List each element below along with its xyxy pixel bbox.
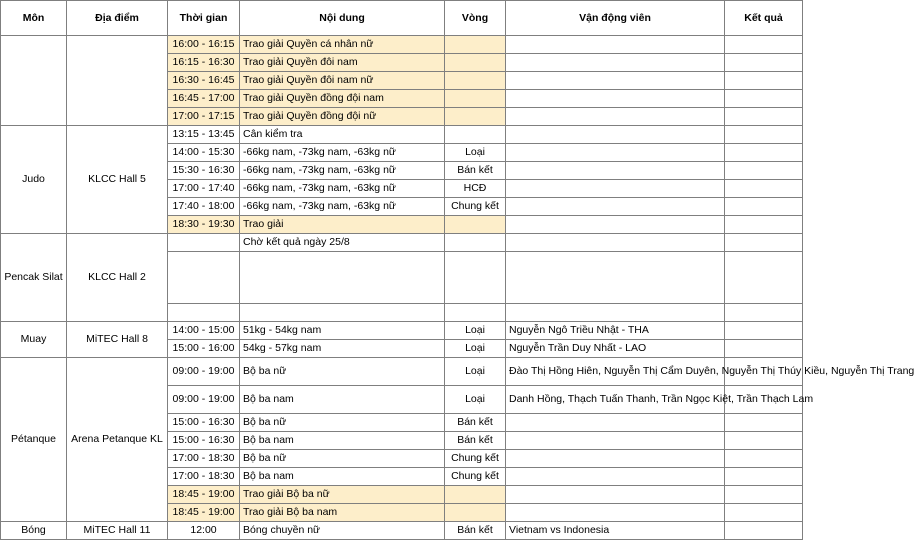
time-cell: 12:00 <box>168 522 240 540</box>
content-cell <box>240 252 445 304</box>
result-cell <box>725 504 803 522</box>
table-row <box>1 36 803 54</box>
time-cell: 18:30 - 19:30 <box>168 216 240 234</box>
round-cell <box>445 126 506 144</box>
athletes-cell: Nguyễn Ngô Triều Nhật - THA <box>506 322 725 340</box>
time-cell <box>168 252 240 304</box>
venue-cell: Arena Petanque KL <box>67 358 168 522</box>
round-cell: Bán kết <box>445 162 506 180</box>
content-cell: 54kg - 57kg nam <box>240 340 445 358</box>
result-cell <box>725 126 803 144</box>
header-ket-qua: Kết quả <box>725 1 803 36</box>
content-cell: Bộ ba nữ <box>240 358 445 386</box>
time-cell: 16:45 - 17:00 <box>168 90 240 108</box>
round-cell: Bán kết <box>445 432 506 450</box>
athletes-cell <box>506 126 725 144</box>
round-cell <box>445 234 506 252</box>
time-cell: 16:30 - 16:45 <box>168 72 240 90</box>
athletes-cell <box>506 72 725 90</box>
result-cell <box>725 252 803 304</box>
content-cell: -66kg nam, -73kg nam, -63kg nữ <box>240 198 445 216</box>
header-noi-dung: Nội dung <box>240 1 445 36</box>
time-cell: 14:00 - 15:00 <box>168 322 240 340</box>
round-cell: Chung kết <box>445 468 506 486</box>
athletes-cell <box>506 468 725 486</box>
result-cell <box>725 486 803 504</box>
table-row <box>1 522 803 540</box>
sport-cell: Judo <box>1 126 67 234</box>
schedule-body <box>1 36 914 540</box>
time-cell: 15:00 - 16:30 <box>168 432 240 450</box>
athletes-cell <box>506 234 725 252</box>
result-cell <box>725 340 803 358</box>
result-cell <box>725 450 803 468</box>
result-cell <box>725 180 803 198</box>
time-cell: 09:00 - 19:00 <box>168 358 240 386</box>
round-cell <box>445 504 506 522</box>
round-cell <box>445 304 506 322</box>
time-cell: 17:00 - 18:30 <box>168 468 240 486</box>
result-cell <box>725 36 803 54</box>
content-cell: Bộ ba nữ <box>240 414 445 432</box>
result-cell <box>725 414 803 432</box>
round-cell <box>445 54 506 72</box>
round-cell <box>445 108 506 126</box>
round-cell <box>445 216 506 234</box>
round-cell: Loại <box>445 340 506 358</box>
time-cell: 17:00 - 18:30 <box>168 450 240 468</box>
result-cell <box>725 522 803 540</box>
athletes-cell: Đào Thị Hồng Hiên, Nguyễn Thị Cẩm Duyên, Nguyễn Thị Thúy Kiều, Nguyễn Thị Trang <box>506 358 725 386</box>
venue-cell: KLCC Hall 2 <box>67 234 168 322</box>
athletes-cell <box>506 486 725 504</box>
athletes-cell: Danh Hồng, Thạch Tuấn Thanh, Trần Ngọc Kiệt, Trần Thạch Lam <box>506 386 725 414</box>
result-cell <box>725 90 803 108</box>
content-cell: Bộ ba nam <box>240 432 445 450</box>
round-cell <box>445 486 506 504</box>
time-cell <box>168 234 240 252</box>
table-row <box>1 322 803 340</box>
content-cell: 51kg - 54kg nam <box>240 322 445 340</box>
result-cell <box>725 304 803 322</box>
athletes-cell <box>506 504 725 522</box>
header-dia-diem: Địa điểm <box>67 1 168 36</box>
result-cell <box>725 54 803 72</box>
athletes-cell <box>506 162 725 180</box>
time-cell: 13:15 - 13:45 <box>168 126 240 144</box>
venue-cell: KLCC Hall 5 <box>67 126 168 234</box>
header-van-dong-vien: Vận động viên <box>506 1 725 36</box>
athletes-cell <box>506 216 725 234</box>
content-cell: Bộ ba nam <box>240 386 445 414</box>
sport-cell: Muay <box>1 322 67 358</box>
athletes-cell <box>506 414 725 432</box>
round-cell: Bán kết <box>445 414 506 432</box>
result-cell <box>725 322 803 340</box>
round-cell: Bán kết <box>445 522 506 540</box>
content-cell: -66kg nam, -73kg nam, -63kg nữ <box>240 144 445 162</box>
result-cell <box>725 144 803 162</box>
content-cell: Bóng chuyền nữ <box>240 522 445 540</box>
header-vong: Vòng <box>445 1 506 36</box>
time-cell: 18:45 - 19:00 <box>168 504 240 522</box>
content-cell <box>240 304 445 322</box>
content-cell: Trao giải Quyền đôi nam <box>240 54 445 72</box>
venue-cell: MiTEC Hall 11 <box>67 522 168 540</box>
result-cell <box>725 108 803 126</box>
content-cell: Bộ ba nữ <box>240 450 445 468</box>
time-cell <box>168 304 240 322</box>
athletes-cell <box>506 144 725 162</box>
result-cell <box>725 198 803 216</box>
athletes-cell <box>506 304 725 322</box>
time-cell: 15:30 - 16:30 <box>168 162 240 180</box>
athletes-cell: Nguyễn Trần Duy Nhất - LAO <box>506 340 725 358</box>
round-cell <box>445 36 506 54</box>
time-cell: 15:00 - 16:30 <box>168 414 240 432</box>
round-cell: Loại <box>445 386 506 414</box>
round-cell: HCĐ <box>445 180 506 198</box>
sport-cell: Pencak Silat <box>1 234 67 322</box>
athletes-cell <box>506 90 725 108</box>
athletes-cell <box>506 450 725 468</box>
round-cell: Chung kết <box>445 450 506 468</box>
table-row <box>1 234 803 252</box>
venue-cell <box>67 36 168 126</box>
content-cell: Cân kiểm tra <box>240 126 445 144</box>
table-row <box>1 126 803 144</box>
result-cell <box>725 72 803 90</box>
result-cell <box>725 432 803 450</box>
sport-cell: Bóng <box>1 522 67 540</box>
sport-cell <box>1 36 67 126</box>
time-cell: 16:00 - 16:15 <box>168 36 240 54</box>
content-cell: Trao giải Quyền cá nhân nữ <box>240 36 445 54</box>
result-cell <box>725 216 803 234</box>
athletes-cell <box>506 198 725 216</box>
time-cell: 15:00 - 16:00 <box>168 340 240 358</box>
content-cell: Trao giải Quyền đôi nam nữ <box>240 72 445 90</box>
content-cell: -66kg nam, -73kg nam, -63kg nữ <box>240 180 445 198</box>
round-cell: Loại <box>445 144 506 162</box>
athletes-cell <box>506 432 725 450</box>
time-cell: 14:00 - 15:30 <box>168 144 240 162</box>
athletes-cell: Vietnam vs Indonesia <box>506 522 725 540</box>
header-row <box>1 1 803 36</box>
athletes-cell <box>506 180 725 198</box>
table-row <box>1 358 803 386</box>
time-cell: 09:00 - 19:00 <box>168 386 240 414</box>
content-cell: Chờ kết quả ngày 25/8 <box>240 234 445 252</box>
content-cell: Trao giải Quyền đồng đội nam <box>240 90 445 108</box>
time-cell: 18:45 - 19:00 <box>168 486 240 504</box>
header-thoi-gian: Thời gian <box>168 1 240 36</box>
content-cell: Trao giải Bộ ba nam <box>240 504 445 522</box>
round-cell: Loại <box>445 358 506 386</box>
content-cell: -66kg nam, -73kg nam, -63kg nữ <box>240 162 445 180</box>
result-cell <box>725 162 803 180</box>
sport-cell: Pétanque <box>1 358 67 522</box>
time-cell: 17:40 - 18:00 <box>168 198 240 216</box>
round-cell: Loại <box>445 322 506 340</box>
time-cell: 17:00 - 17:15 <box>168 108 240 126</box>
athletes-cell <box>506 36 725 54</box>
content-cell: Trao giải <box>240 216 445 234</box>
result-cell <box>725 234 803 252</box>
content-cell: Trao giải Bộ ba nữ <box>240 486 445 504</box>
round-cell: Chung kết <box>445 198 506 216</box>
round-cell <box>445 252 506 304</box>
venue-cell: MiTEC Hall 8 <box>67 322 168 358</box>
result-cell <box>725 468 803 486</box>
time-cell: 16:15 - 16:30 <box>168 54 240 72</box>
content-cell: Trao giải Quyền đồng đội nữ <box>240 108 445 126</box>
round-cell <box>445 90 506 108</box>
header-mon: Môn <box>1 1 67 36</box>
athletes-cell <box>506 54 725 72</box>
time-cell: 17:00 - 17:40 <box>168 180 240 198</box>
content-cell: Bộ ba nam <box>240 468 445 486</box>
athletes-cell <box>506 252 725 304</box>
athletes-cell <box>506 108 725 126</box>
round-cell <box>445 72 506 90</box>
